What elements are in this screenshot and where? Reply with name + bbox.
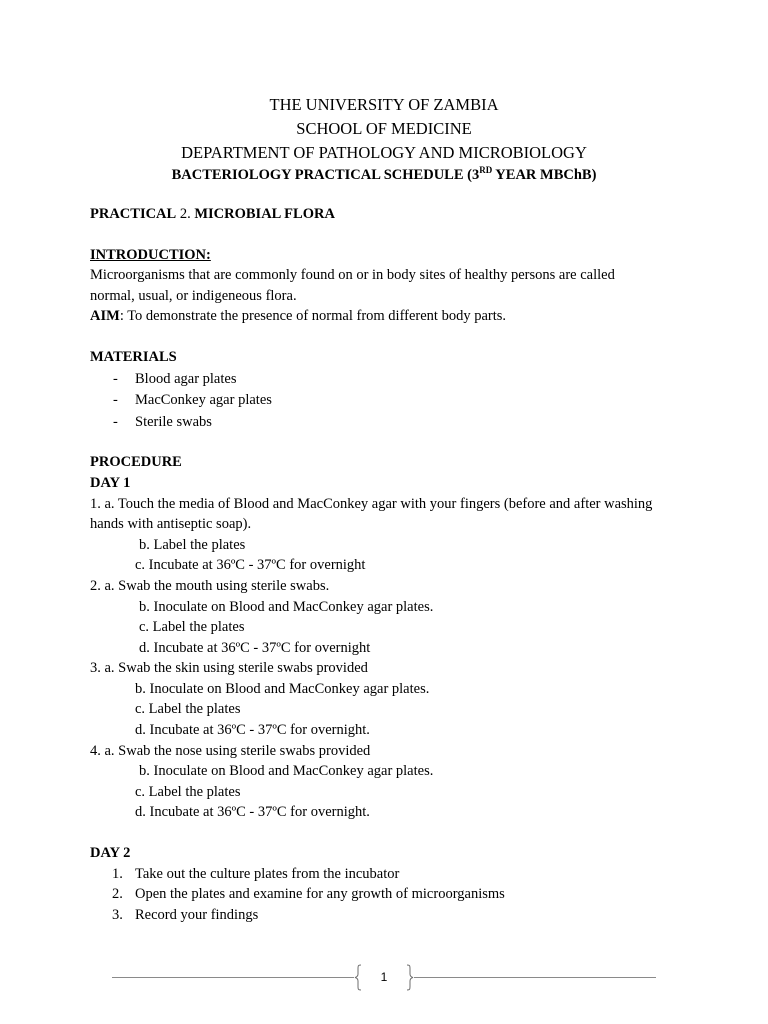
procedure-step: c. Label the plates	[139, 619, 245, 636]
document-header	[0, 93, 768, 186]
list-item: 1. Take out the culture plates from the incubator	[112, 865, 400, 882]
practical-title: PRACTICAL 2. MICROBIAL FLORA	[90, 206, 335, 222]
day1-heading: DAY 1	[90, 474, 131, 491]
procedure-step: c. Label the plates	[135, 701, 241, 718]
procedure-step: d. Incubate at 36ºC - 37ºC for overnight.	[135, 804, 370, 821]
page-number: 1	[380, 970, 388, 984]
procedure-heading: PROCEDURE	[90, 454, 182, 471]
aim-line: AIM: To demonstrate the presence of normal from different body parts.	[90, 308, 507, 325]
procedure-step: d. Incubate at 36ºC - 37ºC for overnight	[139, 639, 371, 656]
procedure-step: b. Inoculate on Blood and MacConkey agar plates.	[139, 763, 434, 780]
list-item: - Blood agar plates	[113, 370, 237, 387]
procedure-step: hands with antiseptic soap).	[90, 516, 252, 533]
list-item: 3. Record your findings	[112, 906, 259, 923]
introduction-text-line: Microorganisms that are commonly found on or in body sites of healthy persons are called	[90, 267, 615, 284]
schedule-title: BACTERIOLOGY PRACTICAL SCHEDULE (3RD YEAR MBChB)	[171, 165, 597, 183]
procedure-step: d. Incubate at 36ºC - 37ºC for overnight.	[135, 722, 370, 739]
school-name: SCHOOL OF MEDICINE	[296, 119, 472, 138]
introduction-heading: INTRODUCTION:	[90, 246, 211, 263]
procedure-step: b. Label the plates	[139, 536, 246, 553]
document-body	[90, 204, 690, 925]
university-name: THE UNIVERSITY OF ZAMBIA	[269, 95, 499, 114]
procedure-step: b. Inoculate on Blood and MacConkey agar plates.	[139, 598, 434, 615]
procedure-step: c. Incubate at 36ºC - 37ºC for overnight	[135, 557, 366, 574]
ordinal-superscript: RD	[479, 165, 493, 175]
list-item: - Sterile swabs	[113, 413, 212, 430]
footer-divider-left	[112, 977, 354, 978]
list-item: - MacConkey agar plates	[113, 392, 272, 409]
footer-divider-right	[414, 977, 656, 978]
procedure-step: 4. a. Swab the nose using sterile swabs provided	[90, 742, 371, 759]
introduction-text-line: normal, usual, or indigeneous flora.	[90, 287, 297, 304]
page-footer	[0, 964, 768, 992]
procedure-step: b. Inoculate on Blood and MacConkey agar plates.	[135, 680, 430, 697]
materials-heading: MATERIALS	[90, 348, 177, 365]
right-brace-icon	[406, 964, 414, 991]
procedure-step: c. Label the plates	[135, 783, 241, 800]
department-name: DEPARTMENT OF PATHOLOGY AND MICROBIOLOGY	[181, 143, 587, 162]
left-brace-icon	[354, 964, 362, 991]
procedure-step: 1. a. Touch the media of Blood and MacConkey agar with your fingers (before and after washing	[90, 495, 653, 512]
procedure-step: 2. a. Swab the mouth using sterile swabs.	[90, 577, 330, 594]
list-item: 2. Open the plates and examine for any growth of microorganisms	[112, 886, 505, 903]
procedure-step: 3. a. Swab the skin using sterile swabs provided	[90, 660, 368, 677]
day2-heading: DAY 2	[90, 845, 131, 862]
